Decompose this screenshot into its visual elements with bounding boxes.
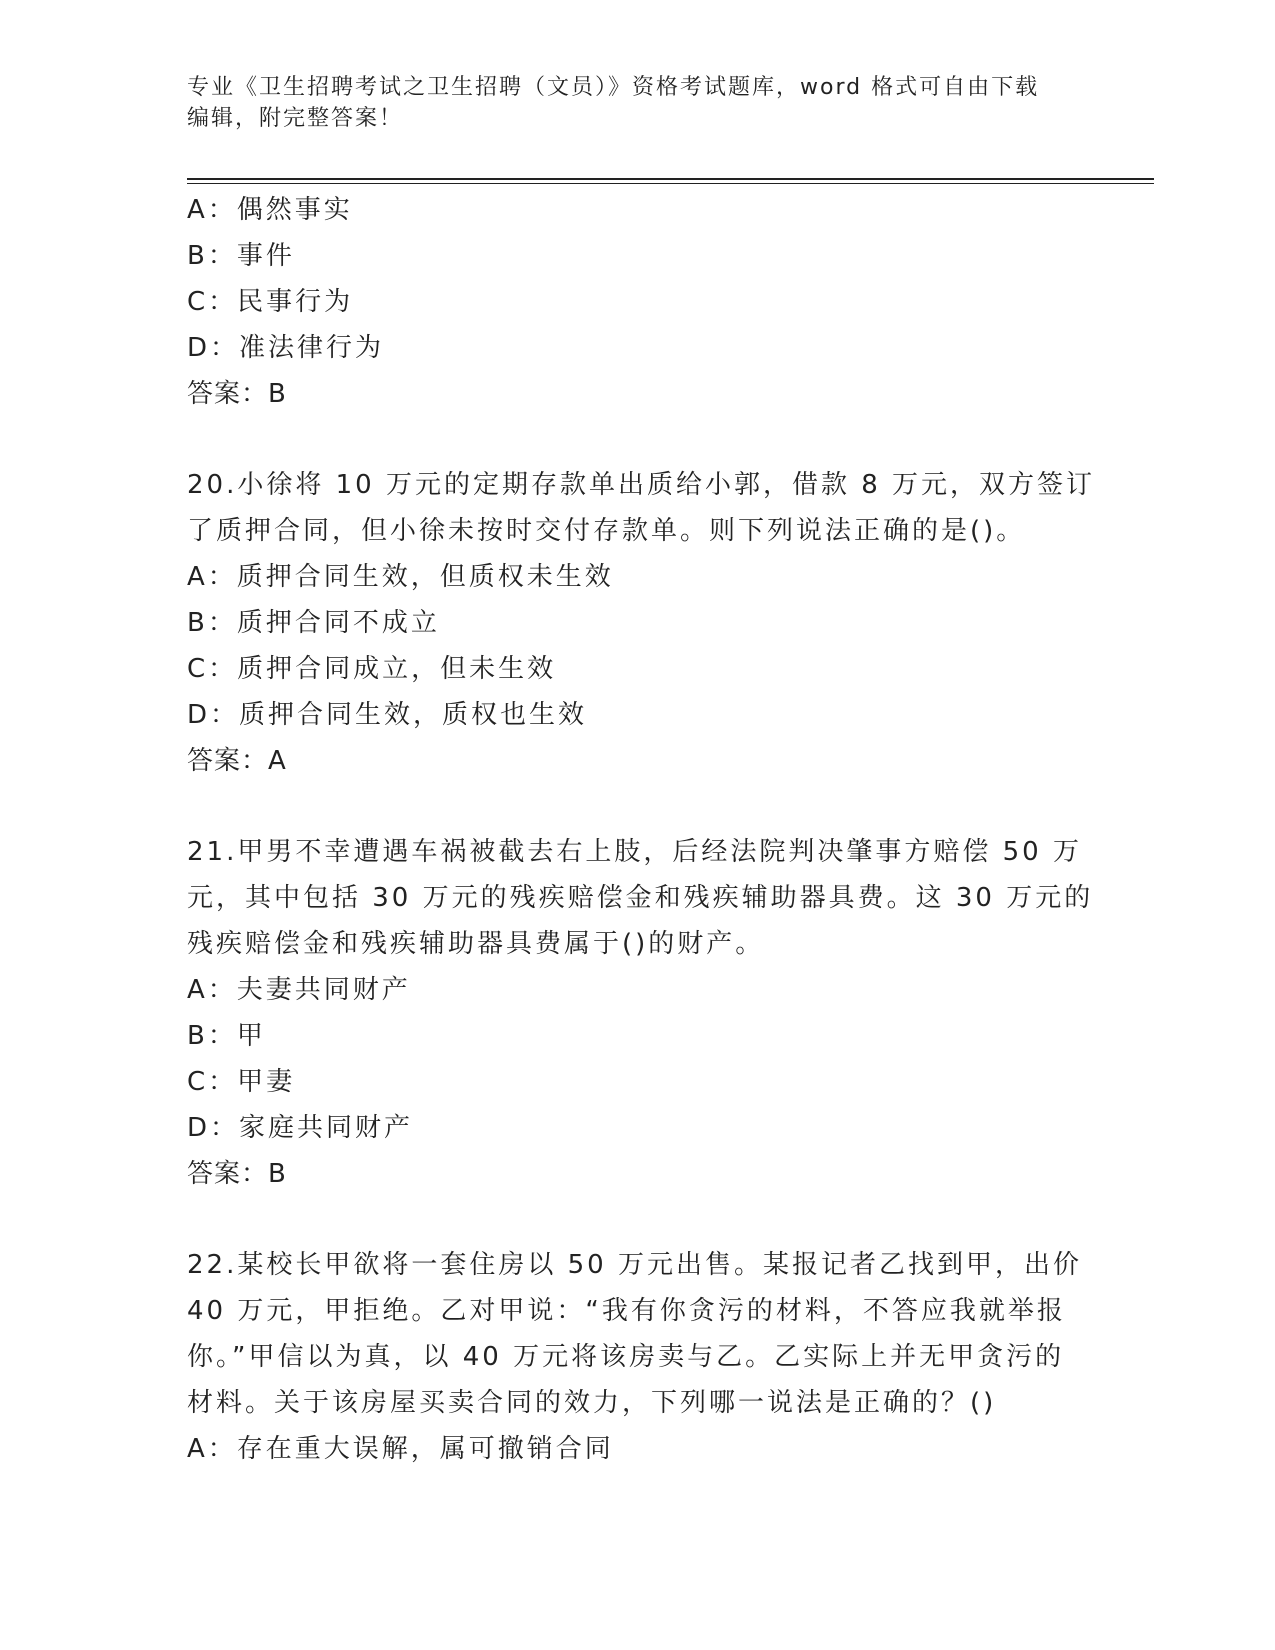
option-a: A：偶然事实 — [187, 195, 353, 225]
question-19 — [187, 187, 1087, 417]
question-stem-line: 残疾赔偿金和残疾辅助器具费属于()的财产。 — [187, 929, 765, 959]
option-d: D：质押合同生效，质权也生效 — [187, 700, 588, 730]
question-stem-line: 元，其中包括 30 万元的残疾赔偿金和残疾辅助器具费。这 30 万元的 — [187, 883, 1094, 913]
option-a: A：存在重大误解，属可撤销合同 — [187, 1434, 614, 1464]
option-c: C：质押合同成立，但未生效 — [187, 654, 557, 684]
option-c: C：甲妻 — [187, 1067, 296, 1097]
header-line-2: 编辑，附完整答案！ — [187, 106, 404, 131]
header-divider-thin — [187, 183, 1154, 184]
spacer — [187, 784, 1087, 829]
question-stem-line: 21.甲男不幸遭遇车祸被截去右上肢，后经法院判决肇事方赔偿 50 万 — [187, 837, 1082, 867]
option-d: D：准法律行为 — [187, 333, 385, 363]
option-b: B：事件 — [187, 241, 295, 271]
question-stem-line: 20.小徐将 10 万元的定期存款单出质给小郭，借款 8 万元，双方签订 — [187, 470, 1096, 500]
option-c: C：民事行为 — [187, 287, 354, 317]
header-divider-thick — [187, 178, 1154, 180]
answer-line: 答案：B — [187, 1159, 287, 1189]
question-20 — [187, 462, 1096, 784]
answer-line: 答案：A — [187, 746, 287, 776]
document-header — [187, 72, 1087, 134]
spacer — [187, 1197, 1087, 1242]
header-line-1: 专业《卫生招聘考试之卫生招聘（文员）》资格考试题库，word 格式可自由下载 — [187, 75, 1040, 100]
question-content — [187, 187, 1096, 1472]
question-stem-line: 了质押合同，但小徐未按时交付存款单。则下列说法正确的是()。 — [187, 516, 1026, 546]
option-a: A：质押合同生效，但质权未生效 — [187, 562, 614, 592]
question-stem-line: 22.某校长甲欲将一套住房以 50 万元出售。某报记者乙找到甲，出价 — [187, 1250, 1082, 1280]
option-d: D：家庭共同财产 — [187, 1113, 414, 1143]
option-b: B：甲 — [187, 1021, 266, 1051]
question-22 — [187, 1242, 1087, 1472]
question-stem-line: 你。”甲信以为真，以 40 万元将该房卖与乙。乙实际上并无甲贪污的 — [187, 1342, 1065, 1372]
option-a: A：夫妻共同财产 — [187, 975, 411, 1005]
option-b: B：质押合同不成立 — [187, 608, 440, 638]
question-21 — [187, 829, 1094, 1197]
question-stem-line: 40 万元，甲拒绝。乙对甲说：“我有你贪污的材料，不答应我就举报 — [187, 1296, 1066, 1326]
answer-line: 答案：B — [187, 379, 287, 409]
spacer — [187, 417, 1087, 462]
question-stem-line: 材料。关于该房屋买卖合同的效力，下列哪一说法是正确的？() — [187, 1388, 997, 1418]
